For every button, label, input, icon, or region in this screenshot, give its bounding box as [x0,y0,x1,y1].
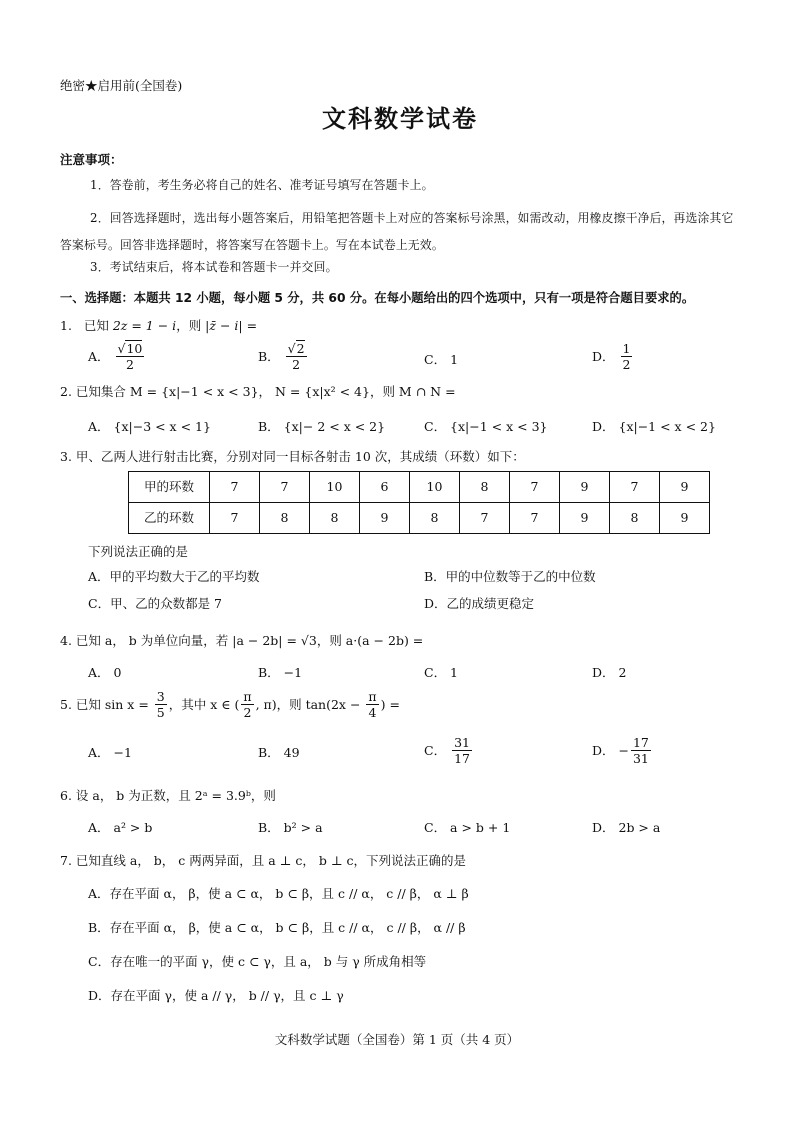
notice-item-2: 2．回答选择题时，选出每小题答案后，用铅笔把答题卡上对应的答案标号涂黑，如需改动，用橡皮擦干净后，再选涂其它答案标号。回答非选择题时，将答案写在答题卡上。写在本试卷上无效。 [60,211,734,252]
option-a: A． −1 [88,745,132,760]
option-d: D．乙的成绩更稳定 [424,596,535,611]
page-title: 文科数学试卷 [322,105,478,133]
question-3-prompt: 下列说法正确的是 [88,544,189,559]
option-b: B．甲的中位数等于乙的中位数 [424,569,596,584]
option-d: D．存在平面 γ，使 a // γ， b // γ，且 c ⊥ γ [88,988,344,1003]
option-a: A．甲的平均数大于乙的平均数 [88,569,260,584]
notice-item-1: 1．答卷前，考生务必将自己的姓名、准考证号填写在答题卡上。 [90,178,434,192]
score-table [128,471,710,534]
question-4: 4. 已知 a， b 为单位向量，若 |a − 2b| = √3，则 a·(a − 2b) = [60,633,424,648]
option-b: B． −1 [258,665,303,680]
option-a: A． {x|−3 < x < 1} [88,419,211,434]
question-6: 6. 设 a， b 为正数，且 2ᵃ = 3.9ᵇ，则 [60,788,276,803]
table-row: 甲的环数 7 7 10 6 10 8 7 9 7 9 [129,472,710,503]
confidential-label: 绝密★启用前(全国卷) [60,78,183,93]
page-footer: 文科数学试题（全国卷）第 1 页（共 4 页） [274,1032,520,1047]
option-c: C．存在唯一的平面 γ，使 c ⊂ γ，且 a， b 与 γ 所成角相等 [88,954,427,969]
option-b: B． b² > a [258,820,323,835]
notice-item-3: 3．考试结束后，将本试卷和答题卡一并交回。 [90,260,338,274]
section-heading: 一、选择题：本题共 12 小题，每小题 5 分，共 60 分。在每小题给出的四个选项中，只有一项是符合题目要求的。 [60,291,695,305]
option-d: D． $\frac{1}{2}$ [592,341,631,373]
question-2: 2. 已知集合 M = {x|−1 < x < 3}， N = {x|x² < 4}，则 M ∩ N = [60,384,456,399]
option-b: B． {x|− 2 < x < 2} [258,419,386,434]
question-7: 7. 已知直线 a， b， c 两两异面，且 a ⊥ c， b ⊥ c，下列说法正确的是 [60,853,467,868]
option-c: C． 1 [424,665,458,680]
option-a: A． 0 [88,665,122,680]
option-b: B． 49 [258,745,300,760]
option-c: C．甲、乙的众数都是 7 [88,596,222,611]
option-d: D． {x|−1 < x < 2} [592,419,716,434]
question-3: 3. 甲、乙两人进行射击比赛，分别对同一目标各射击 10 次，其成绩（环数）如下： [60,449,525,464]
option-c: C． $\frac{31}{17}$ [424,735,470,767]
option-d: D． 2 [592,665,627,680]
option-a: A． $\frac{√10}{2}$ [88,341,143,373]
option-c: C． 1 [424,352,459,367]
option-c: C． {x|−1 < x < 3} [424,419,548,434]
option-b: B．存在平面 α， β，使 a ⊂ α， b ⊂ β，且 c // α， c // β， α // β [88,920,466,935]
notice-heading: 注意事项： [60,152,123,167]
option-a: A．存在平面 α， β，使 a ⊂ α， b ⊂ β，且 c // α， c // β， α ⊥ β [88,886,469,901]
option-a: A． a² > b [88,820,153,835]
question-1: 1. 已知 2z = 1 − i，则 |z̄ − i| = [60,318,258,333]
option-d: D． 2b > a [592,820,661,835]
option-b: B． $\frac{√2}{2}$ [258,341,305,373]
question-5: 5. 已知 sin x = $\frac{3}{5}$ ，其中 x ∈ ( $\frac{\pi}{2}$ , π)，则 tan(2x − $\frac{\pi}{4}$ ) = [60,689,400,721]
table-row: 乙的环数 7 8 8 9 8 7 7 9 8 9 [129,503,710,534]
option-d: D． − $\frac{17}{31}$ [592,735,649,767]
option-c: C． a > b + 1 [424,820,511,835]
